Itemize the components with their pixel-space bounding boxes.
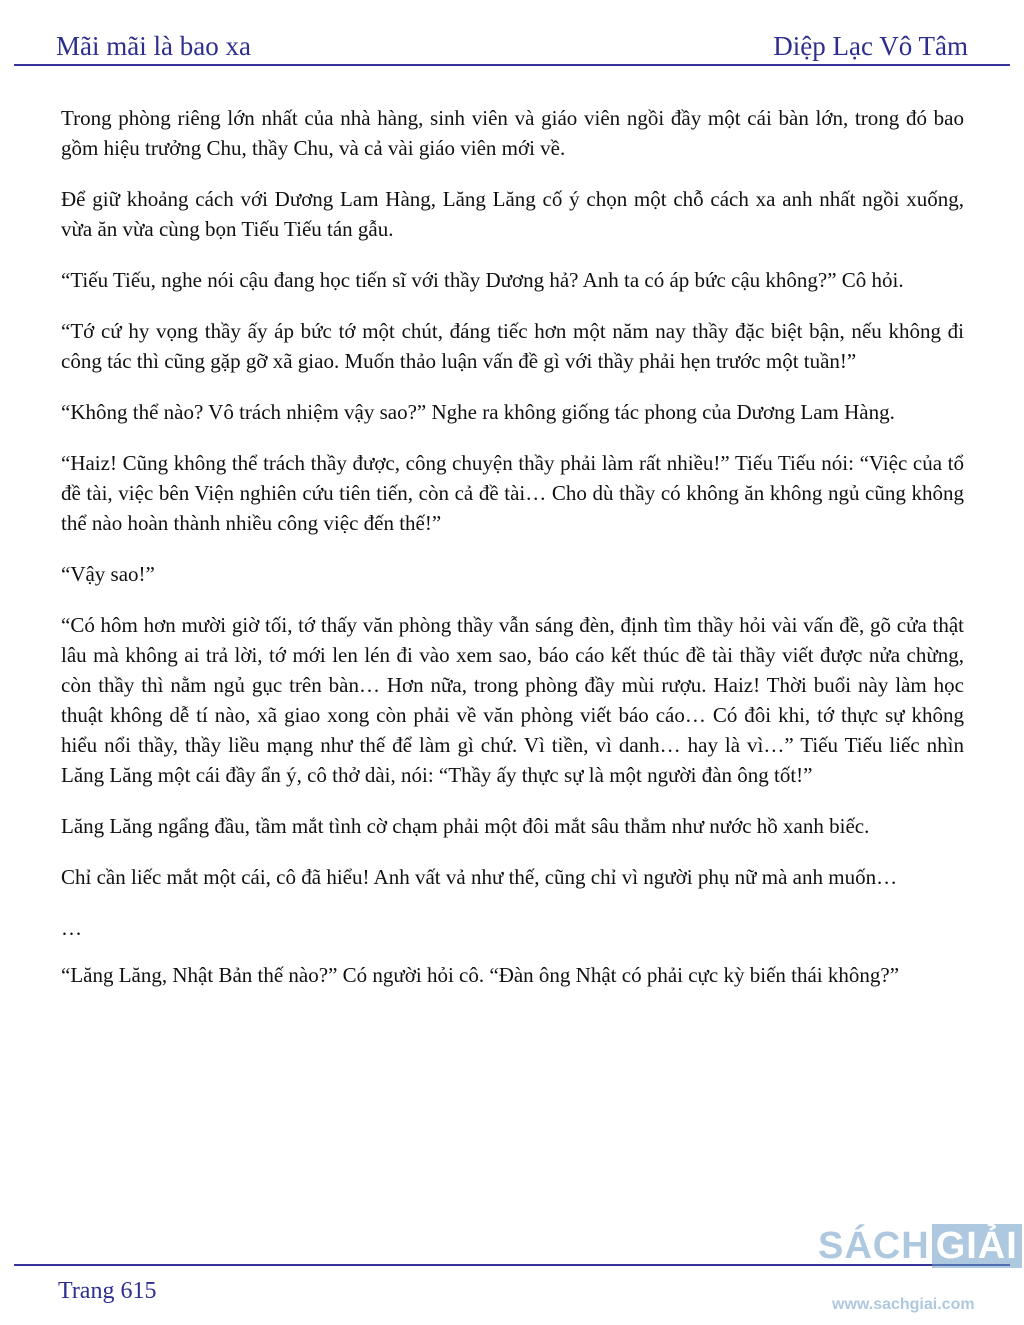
header-divider bbox=[14, 64, 1010, 66]
book-title: Mãi mãi là bao xa bbox=[56, 31, 251, 61]
paragraph: “Haiz! Cũng không thể trách thầy được, công chuyện thầy phải làm rất nhiều!” Tiếu Tiếu nói: “Việc của tổ đề tài, việc bên Viện nghiên cứu tiên tiến, còn cả đề tài… Cho dù thầy có không ăn không ngủ cũng không thể nào hoàn thành nhiều công việc đến thế!” bbox=[61, 451, 964, 535]
paragraph: “Vậy sao!” bbox=[61, 562, 155, 586]
paragraph: Để giữ khoảng cách với Dương Lam Hàng, Lăng Lăng cố ý chọn một chỗ cách xa anh nhất ngồi xuống, vừa ăn vừa cùng bọn Tiếu Tiếu tán gẫu. bbox=[61, 187, 964, 241]
paragraph: “Không thể nào? Vô trách nhiệm vậy sao?” Nghe ra không giống tác phong của Dương Lam Hàng. bbox=[61, 400, 895, 424]
watermark-brand-box: GIẢI bbox=[932, 1224, 1022, 1268]
author-name: Diệp Lạc Vô Tâm bbox=[773, 31, 968, 61]
paragraph: Trong phòng riêng lớn nhất của nhà hàng, sinh viên và giáo viên ngồi đầy một cái bàn lớn, trong đó bao gồm hiệu trưởng Chu, thầy Chu, và cả vài giáo viên mới về. bbox=[61, 106, 964, 160]
watermark-logo bbox=[818, 1224, 1024, 1324]
paragraph: Chỉ cần liếc mắt một cái, cô đã hiểu! Anh vất vả như thế, cũng chỉ vì người phụ nữ mà anh muốn… bbox=[61, 865, 898, 889]
page-header bbox=[56, 26, 968, 62]
paragraph: “Tiếu Tiếu, nghe nói cậu đang học tiến sĩ với thầy Dương hả? Anh ta có áp bức cậu không?” Cô hỏi. bbox=[61, 268, 904, 292]
paragraph: “Tớ cứ hy vọng thầy ấy áp bức tớ một chút, đáng tiếc hơn một năm nay thầy đặc biệt bận, nếu không đi công tác thì cũng gặp gỡ xã giao. Muốn thảo luận vấn đề gì với thầy phải hẹn trước một tuần!” bbox=[61, 319, 964, 373]
watermark-url: www.sachgiai.com bbox=[832, 1296, 975, 1313]
watermark-brand-text: SÁCH bbox=[818, 1224, 930, 1267]
section-ellipsis: … bbox=[61, 916, 82, 940]
paragraph: “Lăng Lăng, Nhật Bản thế nào?” Có người hỏi cô. “Đàn ông Nhật có phải cực kỳ biến thái không?” bbox=[61, 963, 900, 987]
page-number: Trang 615 bbox=[58, 1278, 157, 1304]
watermark-brand bbox=[818, 1224, 1022, 1268]
paragraph: Lăng Lăng ngẩng đầu, tầm mắt tình cờ chạm phải một đôi mắt sâu thẳm như nước hồ xanh biếc. bbox=[61, 814, 870, 838]
paragraph: “Có hôm hơn mười giờ tối, tớ thấy văn phòng thầy vẫn sáng đèn, định tìm thầy hỏi vài vấn đề, gõ cửa thật lâu mà không ai trả lời, tớ mới len lén đi vào xem sao, báo cáo kết thúc đề tài thầy viết được nửa chừng, còn thầy thì nằm ngủ gục trên bàn… Hơn nữa, trong phòng đầy mùi rượu. Haiz! Thời buổi này làm học thuật không dễ tí nào, xã giao xong còn phải về văn phòng viết báo cáo… Có đôi khi, tớ thực sự không hiểu nổi thầy, thầy liều mạng như thế để làm gì chứ. Vì tiền, vì danh… hay là vì…” Tiếu Tiếu liếc nhìn Lăng Lăng một cái đầy ẩn ý, cô thở dài, nói: “Thầy ấy thực sự là một người đàn ông tốt!” bbox=[61, 613, 964, 787]
page-body bbox=[61, 103, 964, 1011]
